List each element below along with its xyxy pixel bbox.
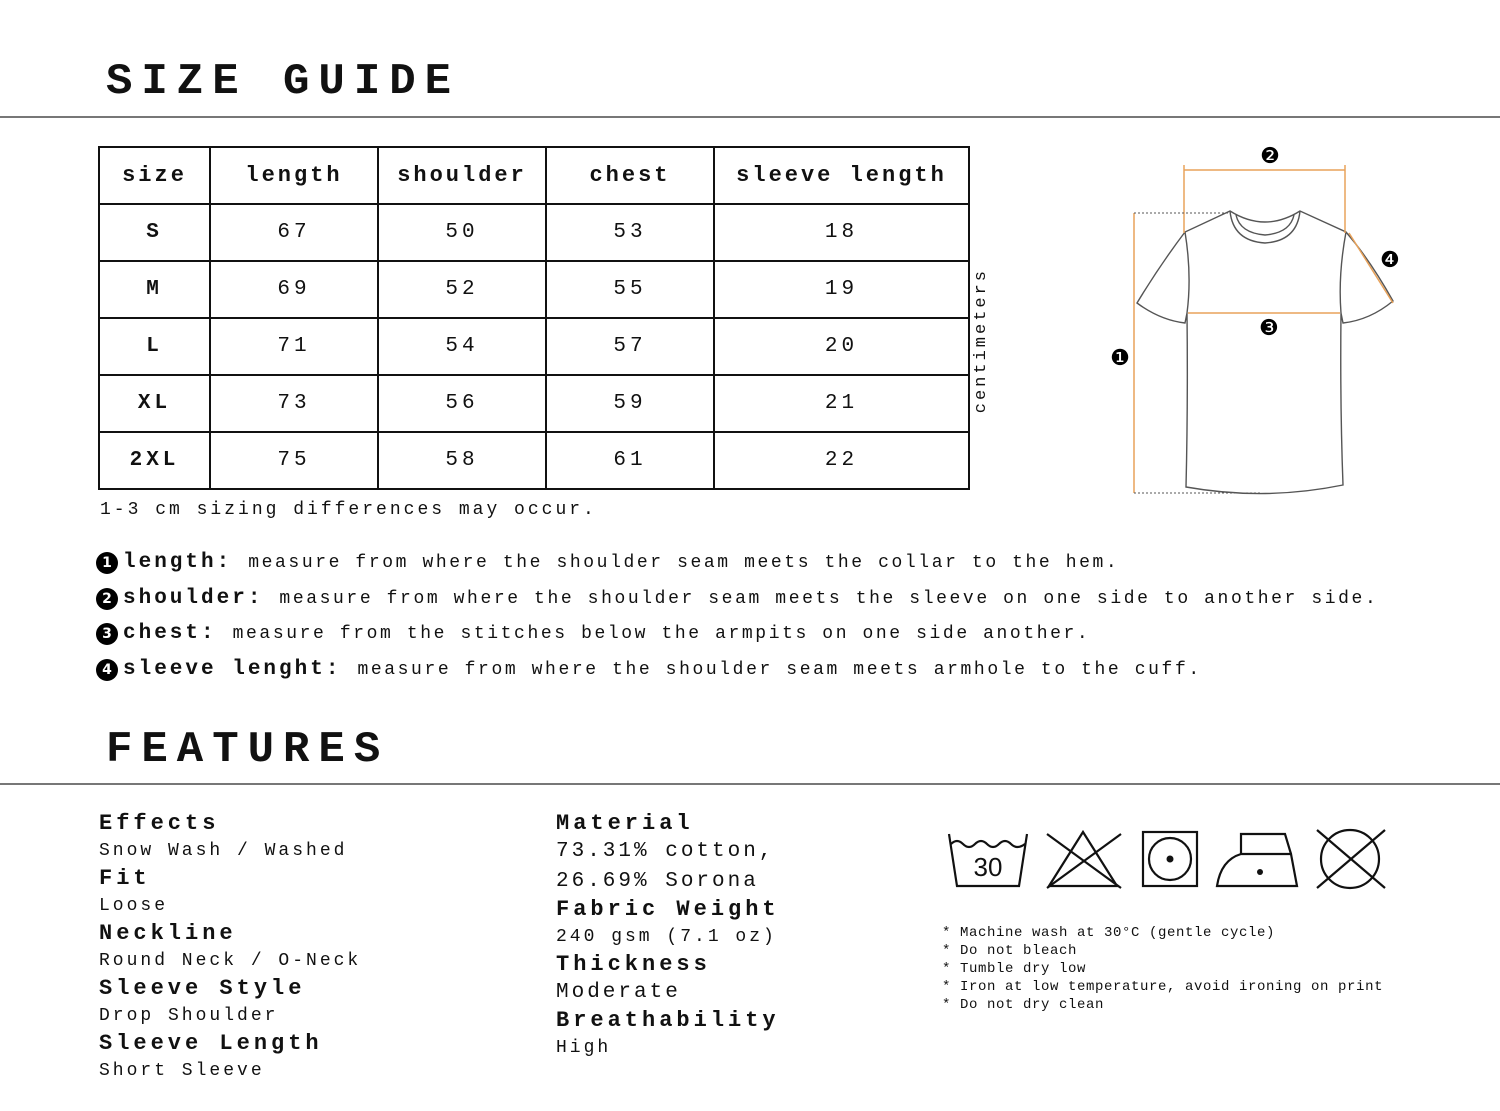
care-line: * Tumble dry low	[942, 961, 1087, 977]
number-1-icon: 1	[96, 552, 118, 574]
features-column-2	[556, 811, 780, 1063]
size-table	[98, 146, 970, 490]
measure-label: sleeve lenght:	[123, 658, 342, 681]
shoulder-cell: 56	[378, 375, 546, 432]
feature-label-fabric-weight: Fabric Weight	[556, 897, 780, 922]
chest-cell: 53	[546, 204, 714, 261]
tshirt-diagram	[1100, 135, 1410, 505]
table-row	[99, 432, 969, 489]
size-cell: M	[99, 261, 210, 318]
do-not-dry-clean-icon	[1317, 830, 1385, 888]
feature-label-thickness: Thickness	[556, 952, 711, 977]
size-cell: XL	[99, 375, 210, 432]
feature-label-sleeve-style: Sleeve Style	[99, 976, 306, 1001]
feature-value-sleeve-style: Drop Shoulder	[99, 1006, 279, 1026]
chest-cell: 55	[546, 261, 714, 318]
feature-value-breathability: High	[556, 1038, 612, 1058]
care-line: * Do not bleach	[942, 943, 1078, 959]
iron-low-icon	[1217, 834, 1297, 886]
feature-value-neckline: Round Neck / O-Neck	[99, 951, 362, 971]
care-line: * Machine wash at 30°C (gentle cycle)	[942, 925, 1276, 941]
sizing-note: 1-3 cm sizing differences may occur.	[100, 500, 597, 520]
column-header-length: length	[210, 147, 378, 204]
column-header-chest: chest	[546, 147, 714, 204]
length-cell: 75	[210, 432, 378, 489]
table-header-row	[99, 147, 969, 204]
chest-cell: 57	[546, 318, 714, 375]
column-header-sleeve-length: sleeve length	[714, 147, 969, 204]
feature-label-fit: Fit	[99, 866, 151, 891]
shoulder-cell: 54	[378, 318, 546, 375]
feature-value-material-1: 73.31% cotton,	[556, 840, 775, 863]
chest-cell: 61	[546, 432, 714, 489]
sleeve-length-cell: 22	[714, 432, 969, 489]
measure-chest-line	[96, 622, 1090, 645]
number-4-icon: 4	[96, 659, 118, 681]
number-3-icon: 3	[96, 623, 118, 645]
sleeve-length-cell: 18	[714, 204, 969, 261]
divider	[0, 783, 1500, 785]
care-line: * Iron at low temperature, avoid ironing on print	[942, 979, 1384, 995]
feature-label-effects: Effects	[99, 811, 220, 836]
marker-4-icon: ❹	[1380, 248, 1400, 273]
table-row	[99, 261, 969, 318]
feature-value-effects: Snow Wash / Washed	[99, 841, 348, 861]
measure-sleeve-line	[96, 658, 1202, 681]
feature-value-fit: Loose	[99, 896, 169, 916]
care-line: * Do not dry clean	[942, 997, 1105, 1013]
measure-text: measure from where the shoulder seam meets the sleeve on one side to another side.	[279, 588, 1379, 609]
feature-value-thickness: Moderate	[556, 981, 681, 1004]
measure-shoulder-line	[96, 587, 1378, 610]
features-column-1	[99, 811, 361, 1086]
shoulder-cell: 50	[378, 204, 546, 261]
feature-label-neckline: Neckline	[99, 921, 237, 946]
length-cell: 67	[210, 204, 378, 261]
size-cell: S	[99, 204, 210, 261]
measure-label: length:	[123, 551, 233, 574]
table-row	[99, 318, 969, 375]
features-title: FEATURES	[106, 725, 390, 775]
column-header-shoulder: shoulder	[378, 147, 546, 204]
care-instructions	[942, 924, 1383, 1014]
shoulder-cell: 52	[378, 261, 546, 318]
length-cell: 69	[210, 261, 378, 318]
length-cell: 73	[210, 375, 378, 432]
number-2-icon: 2	[96, 588, 118, 610]
measure-label: shoulder:	[123, 587, 264, 610]
feature-value-material-2: 26.69% Sorona	[556, 870, 759, 893]
column-header-size: size	[99, 147, 210, 204]
measure-label: chest:	[123, 622, 217, 645]
measure-text: measure from the stitches below the armpits on one side another.	[232, 623, 1091, 644]
marker-2-icon: ❷	[1260, 144, 1280, 169]
shoulder-cell: 58	[378, 432, 546, 489]
size-guide-title: SIZE GUIDE	[106, 57, 461, 107]
marker-3-icon: ❸	[1259, 316, 1279, 341]
care-symbols	[945, 826, 1395, 892]
divider	[0, 116, 1500, 118]
unit-label: centimeters	[972, 268, 991, 414]
table-row	[99, 204, 969, 261]
feature-value-fabric-weight: 240 gsm (7.1 oz)	[556, 927, 777, 947]
wash-temp-label: 30	[973, 852, 1003, 882]
measure-text: measure from where the shoulder seam meets the collar to the hem.	[248, 552, 1120, 573]
chest-cell: 59	[546, 375, 714, 432]
table-row	[99, 375, 969, 432]
dotted-guides	[1134, 213, 1260, 493]
size-cell: 2XL	[99, 432, 210, 489]
size-cell: L	[99, 318, 210, 375]
tshirt-outline-icon	[1137, 211, 1393, 494]
marker-1-icon: ❶	[1110, 346, 1130, 371]
measure-length-line	[96, 551, 1119, 574]
sleeve-length-cell: 21	[714, 375, 969, 432]
feature-value-sleeve-length: Short Sleeve	[99, 1061, 265, 1081]
length-cell: 71	[210, 318, 378, 375]
sleeve-length-cell: 20	[714, 318, 969, 375]
feature-label-material: Material	[556, 811, 694, 836]
feature-label-sleeve-length: Sleeve Length	[99, 1031, 323, 1056]
measure-text: measure from where the shoulder seam meets armhole to the cuff.	[357, 659, 1202, 680]
sleeve-length-cell: 19	[714, 261, 969, 318]
do-not-bleach-icon	[1047, 832, 1121, 888]
feature-label-breathability: Breathability	[556, 1008, 780, 1033]
